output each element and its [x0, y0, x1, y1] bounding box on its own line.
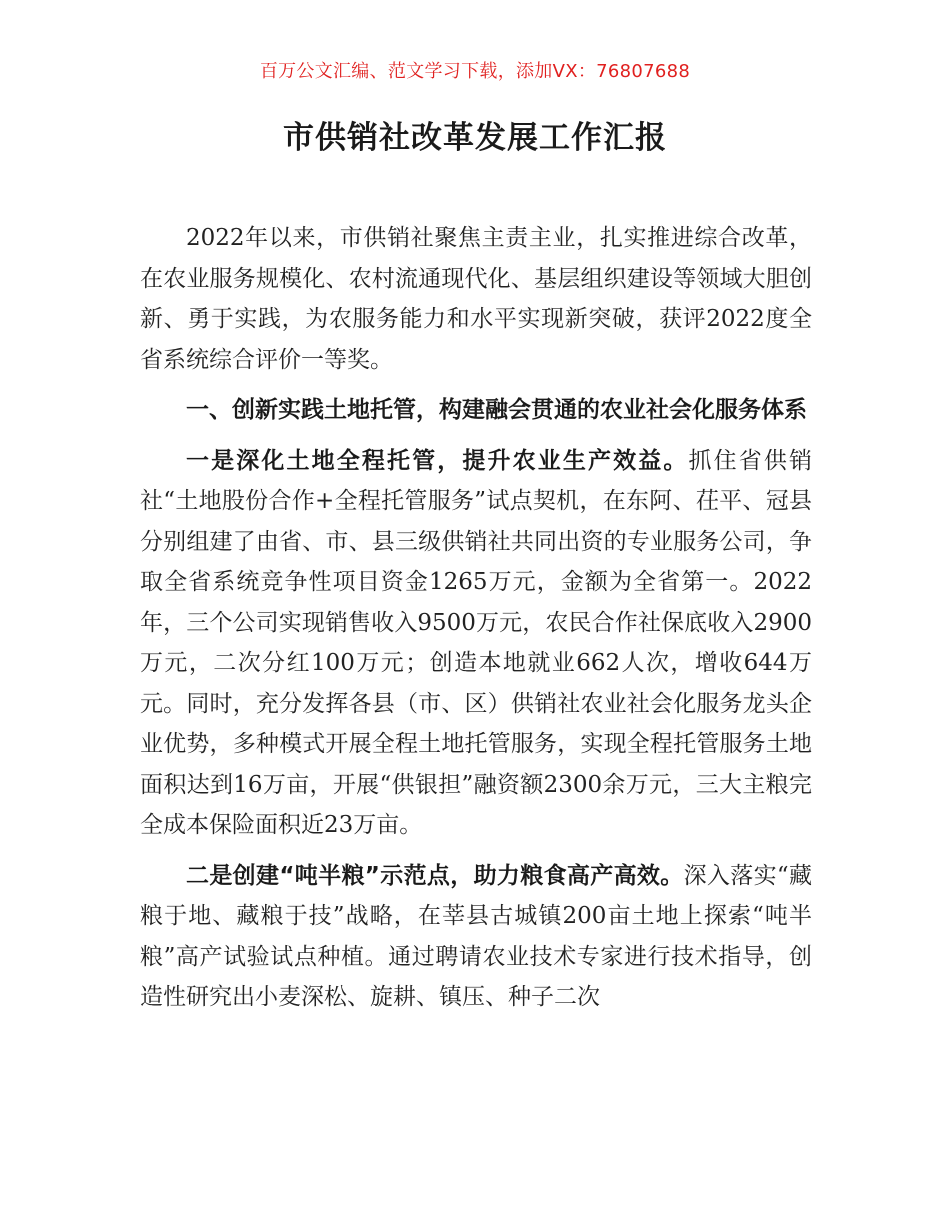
paragraph-1: [140, 441, 812, 846]
paragraph-2-lead: 二是创建“吨半粮”示范点，助力粮食高产高效。: [186, 862, 684, 889]
paragraph-1-body: 抓住省供销社“土地股份合作+全程托管服务”试点契机，在东阿、茌平、冠县分别组建了由省、市、县三级供销社共同出资的专业服务公司，争取全省系统竞争性项目资金1265万元，金额为全省第一。2022年，三个公司实现销售收入9500万元，农民合作社保底收入2900万元，二次分红100万元；创造本地就业662人次，增收644万元。同时，充分发挥各县（市、区）供销社农业社会化服务龙头企业优势，多种模式开展全程土地托管服务，实现全程托管服务土地面积达到16万亩，开展“供银担”融资额2300余万元，三大主粮完全成本保险面积近23万亩。: [140, 447, 812, 838]
section-heading-1: 一、创新实践土地托管，构建融会贯通的农业社会化服务体系: [186, 397, 807, 423]
document-body: [140, 218, 812, 1018]
paragraph-2: [140, 856, 812, 1018]
paragraph-1-lead: 一是深化土地全程托管，提升农业生产效益。: [186, 447, 689, 474]
page-title: 市供销社改革发展工作汇报: [283, 120, 667, 156]
intro-paragraph: 2022年以来，市供销社聚焦主责主业，扎实推进综合改革，在农业服务规模化、农村流通现代化、基层组织建设等领域大胆创新、勇于实践，为农服务能力和水平实现新突破，获评2022度全省系统综合评价一等奖。: [140, 225, 812, 373]
paragraph-2-body: 深入落实“藏粮于地、藏粮于技”战略，在莘县古城镇200亩土地上探索“吨半粮”高产试验试点种植。通过聘请农业技术专家进行技术指导，创造性研究出小麦深松、旋耕、镇压、种子二次: [140, 862, 813, 1010]
promo-banner: 百万公文汇编、范文学习下载，添加VX：76807688: [259, 61, 691, 82]
